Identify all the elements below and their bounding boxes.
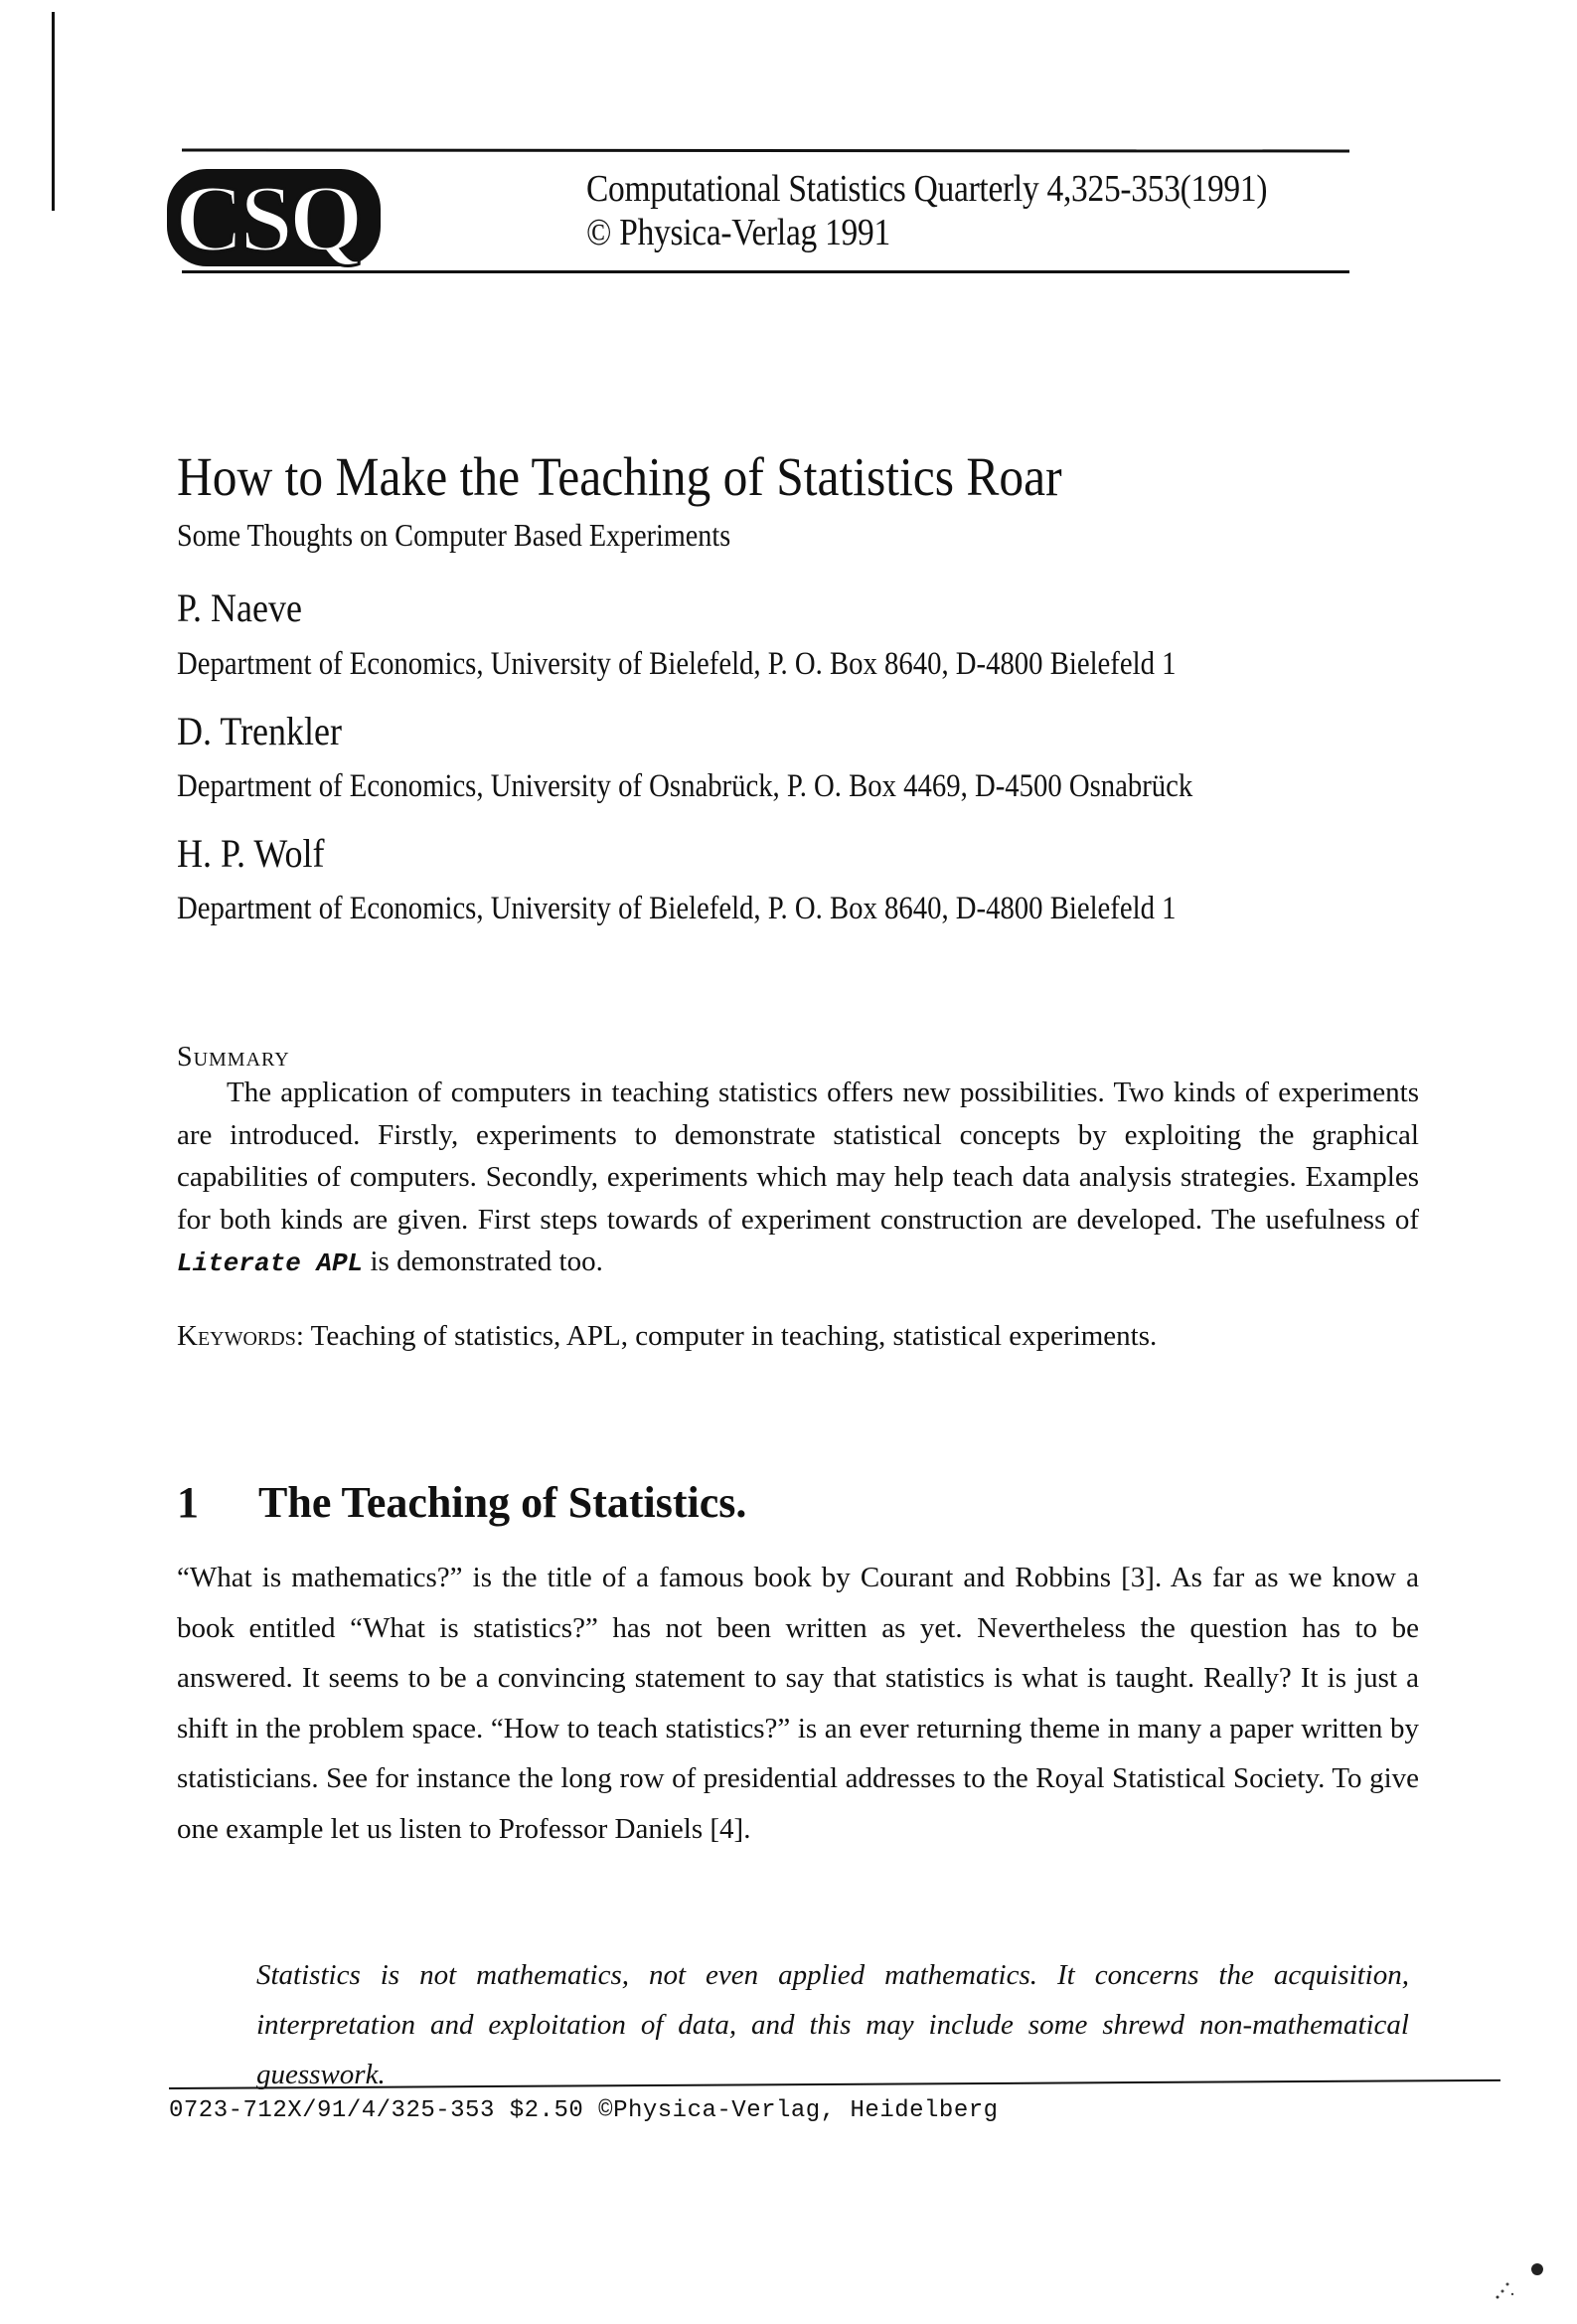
- scan-speck: [1478, 2249, 1557, 2304]
- author-name: D. Trenkler: [177, 709, 343, 753]
- journal-line: Computational Statistics Quarterly 4,325-353(1991): [586, 168, 1268, 210]
- header-rule-top: [182, 148, 1349, 152]
- section-number: 1: [177, 1478, 199, 1527]
- copyright-line: © Physica-Verlag 1991: [586, 212, 890, 253]
- scan-margin-mark: [52, 12, 55, 211]
- summary-heading: Summary: [177, 1042, 290, 1073]
- author-affiliation: Department of Economics, University of Osnabrück, P. O. Box 4469, D-4500 Osnabrück: [177, 768, 1193, 804]
- author-affiliation: Department of Economics, University of Bielefeld, P. O. Box 8640, D-4800 Bielefeld 1: [177, 646, 1177, 682]
- paper-subtitle: Some Thoughts on Computer Based Experiments: [177, 517, 731, 553]
- block-quote: Statistics is not mathematics, not even applied mathematics. It concerns the acquisition, interpretation and exploitation of data, and this may include some shrewd non-mathematical guesswork.: [256, 1959, 1409, 2090]
- author-name: H. P. Wolf: [177, 831, 325, 876]
- footer-issn-line: 0723-712X/91/4/325-353 $2.50 ©Physica-Verlag, Heidelberg: [169, 2097, 999, 2124]
- journal-citation: [586, 167, 1360, 254]
- header-rule-bottom: [182, 270, 1349, 273]
- summary-text-part: The application of computers in teaching statistics offers new possibilities. Two kinds of experiments are introduced. Firstly, experiments to demonstrate statistical concepts by exploiting the graphical capabilities of computers. Secondly, experiments which may help teach data analysis strategies. Examples for both kinds are given. First steps towards of experiment construction are developed. The usefulness of: [177, 1077, 1419, 1236]
- section-title: The Teaching of Statistics.: [258, 1478, 747, 1527]
- keywords-list: Teaching of statistics, APL, computer in teaching, statistical experiments.: [310, 1320, 1158, 1352]
- paper-title: How to Make the Teaching of Statistics Roar: [177, 446, 1062, 507]
- author-name: P. Naeve: [177, 585, 302, 630]
- author-affiliation: Department of Economics, University of Bielefeld, P. O. Box 8640, D-4800 Bielefeld 1: [177, 891, 1177, 926]
- logo-text: CSQ: [175, 165, 360, 270]
- keywords: [177, 1320, 1419, 1353]
- summary-text: [177, 1072, 1419, 1285]
- section-heading: [177, 1477, 746, 1528]
- summary-text-part: is demonstrated too.: [363, 1245, 603, 1277]
- section-paragraph: “What is mathematics?” is the title of a famous book by Courant and Robbins [3]. As far as we know a book entitled “What is statistics?” has not been written as yet. Nevertheless the question has to be answered. It seems to be a convincing statement to say that statistics is what is taught. Really? It is just a shift in the problem space. “How to teach statistics?” is an ever returning theme in many a paper written by statisticians. See for instance the long row of presidential addresses to the Royal Statistical Society. To give one example let us listen to Professor Daniels [4].: [177, 1562, 1419, 1845]
- csq-logo: [167, 159, 391, 270]
- literate-apl-term: Literate APL: [177, 1248, 364, 1278]
- keywords-label: Keywords:: [177, 1320, 304, 1352]
